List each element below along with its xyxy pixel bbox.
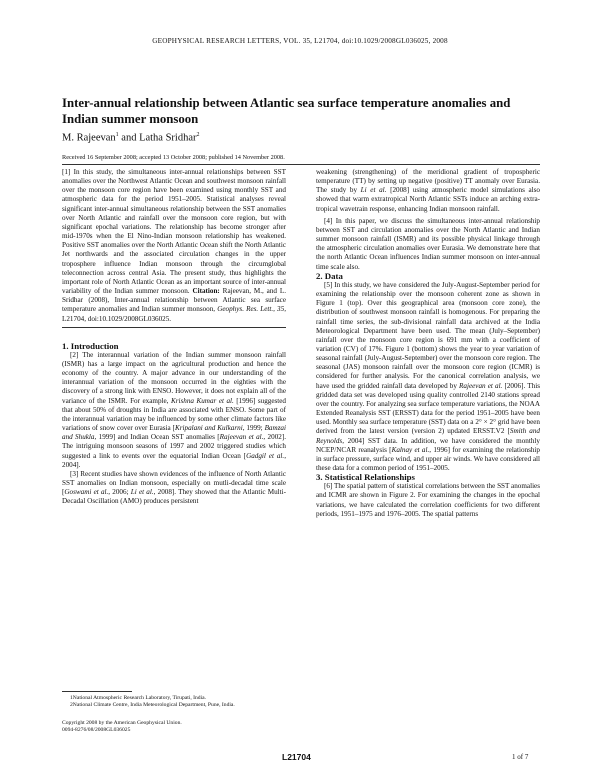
footnotes <box>62 695 288 710</box>
section-heading-introduction: 1. Introduction <box>62 340 119 351</box>
footnote-1: 1National Atmospheric Research Laboratory, Tirupati, India. <box>70 695 207 701</box>
right-column <box>316 168 540 519</box>
section-heading-data: 2. Data <box>316 270 343 281</box>
author-1: M. Rajeevan <box>62 132 116 144</box>
footnote-rule <box>62 691 132 692</box>
article-number: L21704 <box>282 752 311 762</box>
paragraph-3-continued: weakening (strengthening) of the meridional gradient of tropospheric temperature (TT) by setting up negative (positive) TT anomaly over Eurasia. The study by Li et al. [2008] using atmospheric model simulations also showed that warm extratropical North Atlantic SSTs induce an arching extra-tropical wavetrain response, enhancing Indian monsoon rainfall. <box>316 168 540 213</box>
paragraph-2: [2] The interannual variation of the Indian summer monsoon rainfall (ISMR) has a large impact on the agricultural production and hence the economy of the country. A major advance in our understanding of the interannual variation of the monsoon occurred in the eighties with the discovery of a strong link with ENSO. However, it does not explain all of the variance of the ISMR. For example, Krishna Kumar et al. [1996] suggested that about 50% of droughts in India are associated with ENSO. Some part of the interannual variation may be influenced by some other climate factors like variations of snow cover over Eurasia [Kripalani and Kulkarni, 1999; Bamzai and Shukla, 1999] and Indian Ocean SST anomalies [Rajeevan et al., 2002]. The intriguing monsoon seasons of 1997 and 2002 triggered studies which suggested a link to events over the equatorial Indian Ocean [Gadgil et al., 2004]. <box>62 350 287 469</box>
affiliation-mark-2: 2 <box>196 132 200 138</box>
abstract-paragraph: [1] In this study, the simultaneous inter-annual relationships between SST anomalies over the Northwest Atlantic Ocean and southwest monsoon rainfall over the monsoon core region have been examined using monthly SST and atmospheric data for the period 1951–2005. Statistical analyses reveal significant inter-annual simultaneous relationship between the SST anomalies over North Atlantic and rainfall over the monsoon core region, but with significant epochal variations. The relationship has become stronger after mid-1970s when the El Nino-Indian monsoon relationship has weakened. Positive SST anomalies over the North Atlantic Ocean shift the North Atlantic Jet northwards and the associated circulation changes in the upper troposphere influence Indian monsoon through the circumglobal teleconnection across central Asia. The present study, thus highlights the important role of North Atlantic Ocean as an important source of inter-annual variability of the Indian summer monsoon. Citation: Rajeevan, M., and L. Sridhar (2008), Inter-annual relationship between Atlantic sea surface temperature anomalies and Indian summer monsoon, Geophys. Res. Lett., 35, L21704, doi:10.1029/2008GL036025. <box>62 168 286 323</box>
citation-label: Citation: <box>192 287 220 296</box>
issn-line: 0094-8276/08/2008GL036025 <box>62 727 131 734</box>
paragraph-6: [6] The spatial pattern of statistical correlations between the SST anomalies and ICMR are shown in Figure 2. For examining the changes in the epochal variations, we have calculated the correlation coefficients for two different periods, 1951–1975 and 1976–2005. The spatial patterns <box>316 482 540 518</box>
author-2: and Latha Sridhar <box>118 132 197 144</box>
footnote-2: 2National Climate Centre, India Meteorological Department, Pune, India. <box>70 702 235 709</box>
left-column <box>62 168 286 506</box>
copyright <box>62 720 182 735</box>
paragraph-4: [4] In this paper, we discuss the simultaneous inter-annual relationship between SST and circulation anomalies over the North Atlantic and Indian summer monsoon rainfall (ISMR) and its possible physical linkage through the atmospheric circulation anomalies over Eurasia. We demonstrate here that the north Atlantic Ocean influences Indian summer monsoon on inter-annual time scale also. <box>316 216 540 271</box>
copyright-line: Copyright 2008 by the American Geophysical Union. <box>62 720 182 726</box>
authors <box>62 132 200 144</box>
running-header: GEOPHYSICAL RESEARCH LETTERS, VOL. 35, L21704, doi:10.1029/2008GL036025, 2008 <box>152 37 448 45</box>
section-heading-statistical-relationships: 3. Statistical Relationships <box>316 472 415 483</box>
abstract-rule <box>62 327 286 328</box>
top-rule <box>62 164 540 165</box>
page-number: 1 of 7 <box>512 753 529 761</box>
paragraph-5: [5] In this study, we have considered the July-August-September period for examining the relationship over the monsoon coherent zone as shown in Figure 1 (top). Over this geographical area (monsoon core zone), the distribution of southwest monsoon rainfall is homogenous. For preparing the rainfall time series, the sub-divisional rainfall data archived at the India Meteorological Department have been used. The mean (July–September) rainfall over the monsoon core region is 691 mm with a coefficient of variation (CV) of 17%. Figure 1 (bottom) shows the year to year variation of seasonal rainfall (July-August-September) over the monsoon core region. The seasonal (JAS) monsoon rainfall over the monsoon core region (ICMR) is considered for further analysis. For the canonical correlation analysis, we have used the gridded rainfall data developed by Rajeevan et al. [2006]. This gridded data set was developed using quality controlled 2140 stations spread over the country. For analyzing sea surface temperature variations, the NOAA Extended Reanalysis SST (ERSST) data for the period 1951–2005 have been used. Monthly sea surface temperature (SST) data on a 2° × 2° grid have been derived from the latest version (version 2) updated ERSST.V2 [Smith and Reynolds, 2004] SST data. In addition, we have considered the monthly NCEP/NCAR reanalysis [Kalnay et al., 1996] for examining the relationship in surface pressure, surface wind, and upper air winds. We have considered all these data for a common period of 1951–2005. <box>316 280 540 472</box>
received-dates: Received 16 September 2008; accepted 13 October 2008; published 14 November 2008. <box>62 154 285 161</box>
paragraph-3: [3] Recent studies have shown evidences of the influence of North Atlantic SST anomalies on Indian monsoon, especially on mutli-decadal time scale [Goswami et al., 2006; Li et al., 2008]. They showed that the Atlantic Multi-Decadal Oscillation (AMO) produces persistent <box>62 469 287 506</box>
paper-title: Inter-annual relationship between Atlantic sea surface temperature anomalies and Indian summer monsoon <box>62 96 511 126</box>
affiliation-mark-1: 1 <box>115 132 119 138</box>
